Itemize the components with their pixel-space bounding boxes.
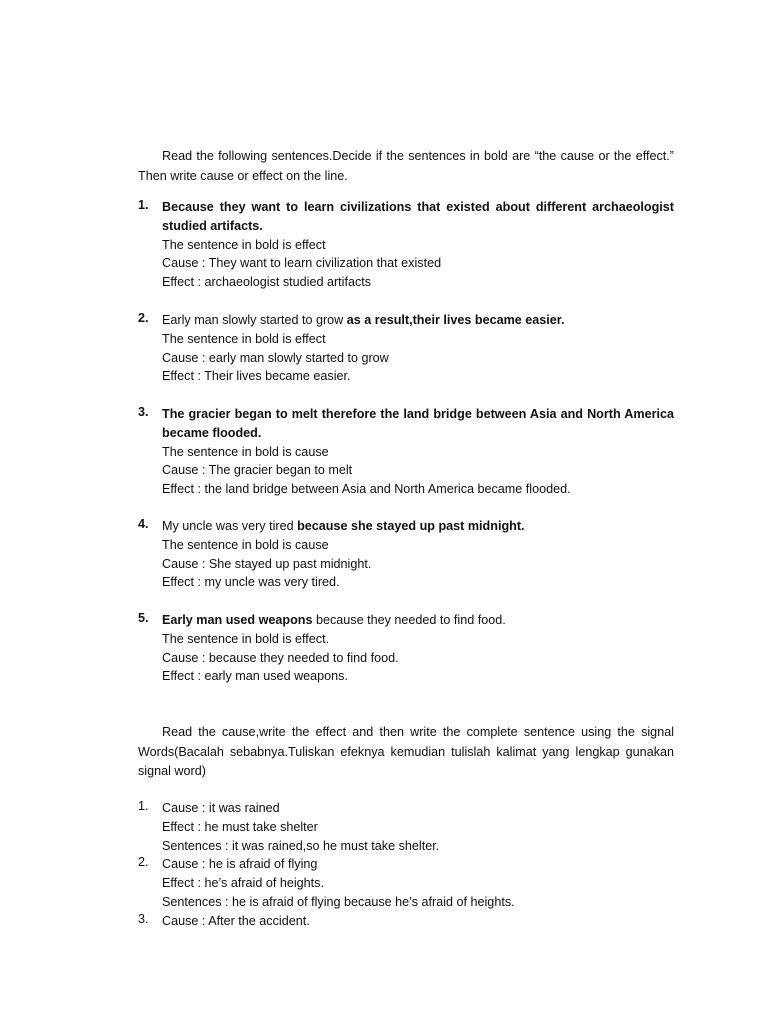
sentence-part-bold: as a result,their lives became easier. xyxy=(346,313,565,327)
item-number: 1. xyxy=(138,799,149,813)
cause-line: Cause : She stayed up past midnight. xyxy=(162,556,372,571)
cause-line: Cause : he is afraid of flying xyxy=(162,857,318,871)
exercise-item-1 xyxy=(138,198,674,292)
answer-line: The sentence in bold is effect xyxy=(162,237,326,252)
sentence-part-normal: Early man slowly started to grow xyxy=(162,313,347,327)
item-number: 3. xyxy=(138,405,149,419)
cause-line: Cause : They want to learn civilization that existed xyxy=(162,256,442,271)
effect-line: Effect : archaeologist studied artifacts xyxy=(162,275,372,290)
answer-line: The sentence in bold is effect xyxy=(162,331,326,346)
item-number: 2. xyxy=(138,855,149,869)
exercise-item-3 xyxy=(138,405,674,499)
bold-sentence: Because they want to learn civilizations that existed about different archaeologist studied artifacts. xyxy=(162,200,674,233)
practice-item-3 xyxy=(138,912,674,931)
item-number: 2. xyxy=(138,311,149,325)
effect-line: Effect : he must take shelter xyxy=(162,819,318,834)
answer-line: The sentence in bold is effect. xyxy=(162,631,330,646)
item-number: 3. xyxy=(138,912,149,926)
instructions-text: Read the cause,write the effect and then write the complete sentence using the signal Words(Bacalah sebabnya.Tuliskan efeknya kemudian tulislah kalimat yang lengkap gunakan signal word) xyxy=(138,725,674,778)
sentence-part-normal: because they needed to find food. xyxy=(315,613,506,627)
cause-line: Cause : The gracier began to melt xyxy=(162,463,353,478)
exercise-item-2 xyxy=(138,311,674,386)
answer-line: The sentence in bold is cause xyxy=(162,444,329,459)
item-number: 1. xyxy=(138,198,149,212)
sentence-line xyxy=(162,311,674,330)
sentence-part-bold: Early man used weapons xyxy=(162,613,316,627)
effect-line: Effect : Their lives became easier. xyxy=(162,369,351,384)
cause-line: Cause : early man slowly started to grow xyxy=(162,350,389,365)
bold-sentence: The gracier began to melt therefore the land bridge between Asia and North America became flooded. xyxy=(162,407,674,440)
cause-line: Cause : because they needed to find food. xyxy=(162,650,399,665)
sentences-line: Sentences : he is afraid of flying because he’s afraid of heights. xyxy=(162,894,515,909)
sentence-line xyxy=(162,611,674,630)
sentence-part-normal: My uncle was very tired xyxy=(162,519,298,533)
item-number: 4. xyxy=(138,517,149,531)
instructions-text: Read the following sentences.Decide if the sentences in bold are “the cause or the effect.” Then write cause or effect on the line. xyxy=(138,149,674,183)
effect-line: Effect : early man used weapons. xyxy=(162,669,348,684)
section1-instructions xyxy=(138,147,674,186)
effect-line: Effect : he’s afraid of heights. xyxy=(162,875,324,890)
cause-line: Cause : it was rained xyxy=(162,801,280,815)
exercise-item-4 xyxy=(138,517,674,592)
exercise-item-5 xyxy=(138,611,674,686)
cause-line: Cause : After the accident. xyxy=(162,914,310,928)
section2-instructions xyxy=(138,723,674,782)
sentence-line xyxy=(162,517,674,536)
effect-line: Effect : the land bridge between Asia and North America became flooded. xyxy=(162,482,571,497)
sentence-part-bold: because she stayed up past midnight. xyxy=(297,519,525,533)
practice-item-2 xyxy=(138,855,674,911)
effect-line: Effect : my uncle was very tired. xyxy=(162,575,340,590)
item-number: 5. xyxy=(138,611,149,625)
answer-line: The sentence in bold is cause xyxy=(162,537,329,552)
practice-item-1 xyxy=(138,799,674,855)
sentences-line: Sentences : it was rained,so he must take shelter. xyxy=(162,838,440,853)
